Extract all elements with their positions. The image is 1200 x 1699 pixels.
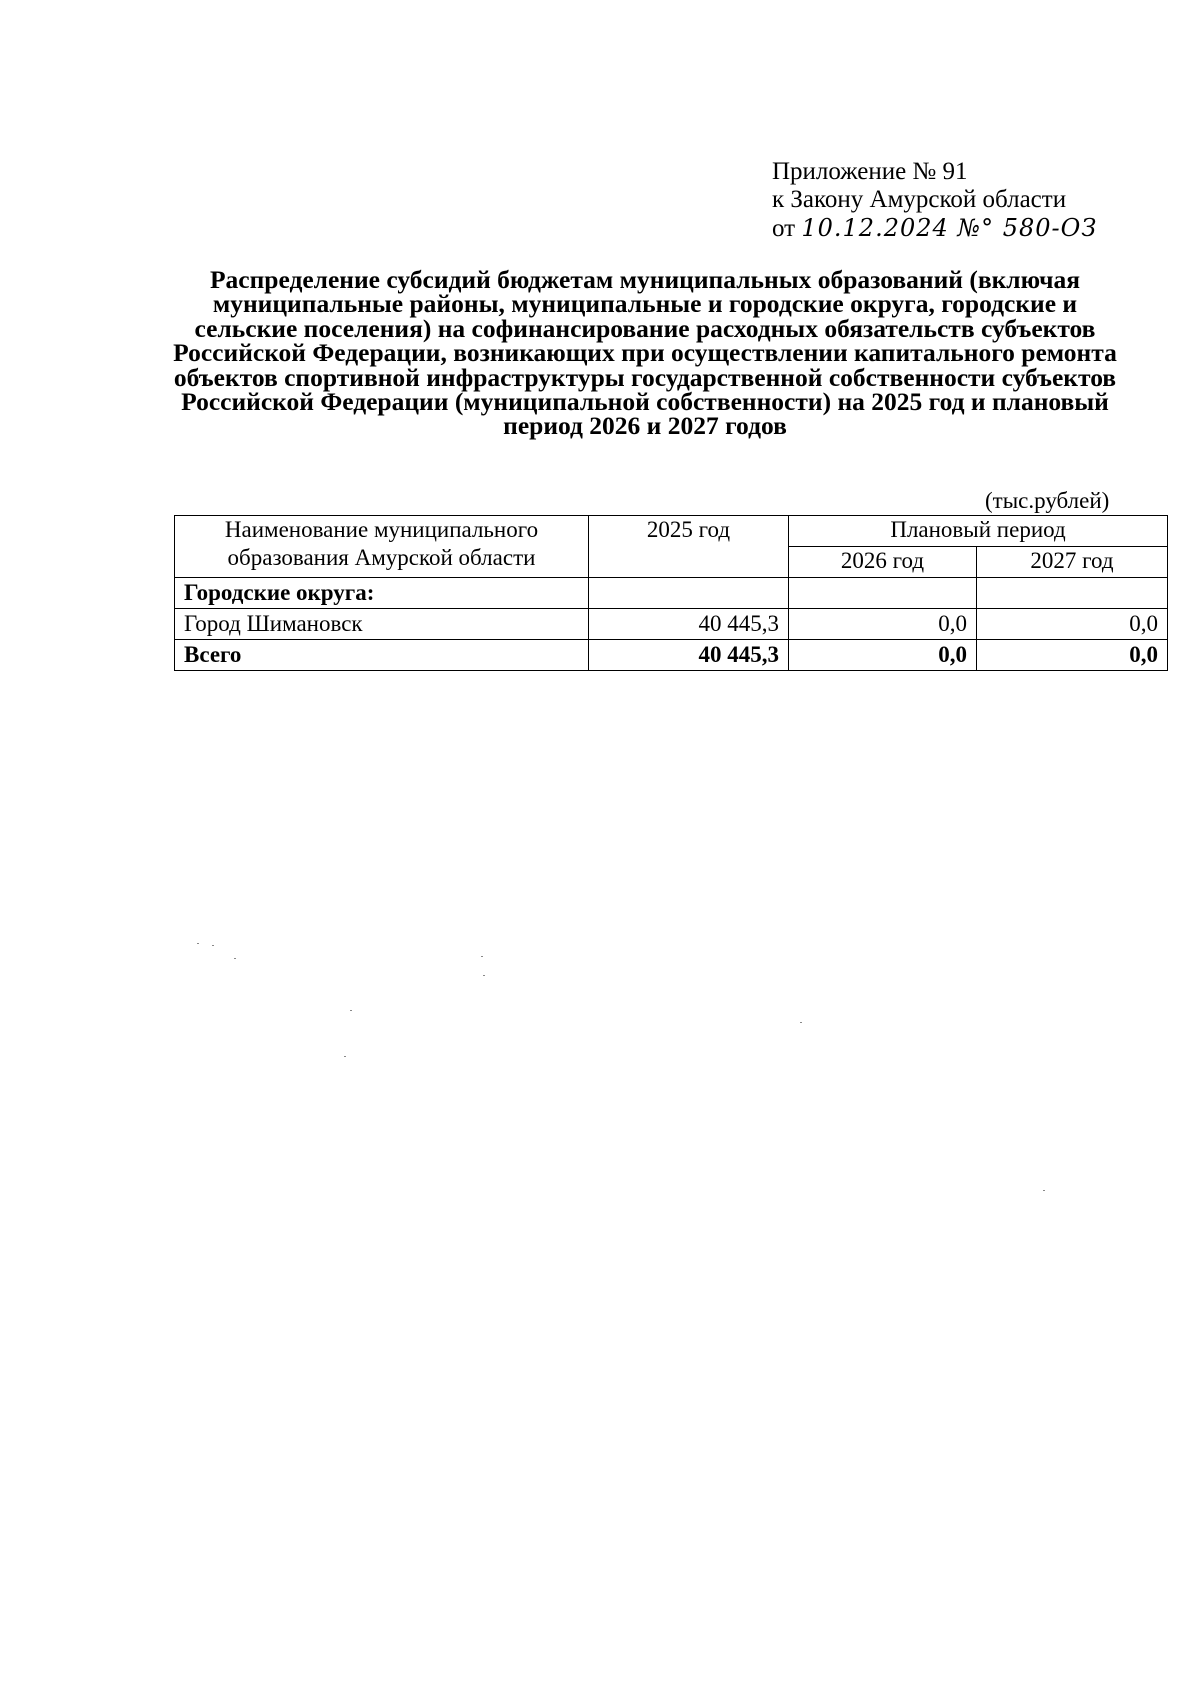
group-label: Городские округа: [175, 578, 589, 609]
table-header-row-1 [175, 516, 1168, 547]
appendix-header [772, 158, 1097, 243]
appendix-date-line [772, 214, 1097, 243]
header-municipality-line2: образования Амурской области [227, 545, 536, 570]
handwritten-date-number: 10.12.2024 №° 580-ОЗ [801, 214, 1098, 242]
total-label: Всего [175, 640, 589, 671]
scan-speck [483, 975, 485, 976]
header-planned-period: Плановый период [789, 516, 1168, 547]
total-value-2026: 0,0 [789, 640, 977, 671]
document-title: Распределение субсидий бюджетам муниципальных образований (включая муниципальные районы, муниципальные и городские округа, городские и сельские поселения) на софинансирование расходных обязательств субъектов Российской Федерации, возникающих при осуществлении капитального ремонта объектов спортивной инфраструктуры государственной собственности субъектов Российской Федерации (муниципальной собственности) на 2025 год и плановый период 2026 и 2027 годов [173, 265, 1117, 441]
header-year-2025: 2025 год [589, 516, 789, 578]
header-year-2027: 2027 год [977, 547, 1168, 578]
row-value-2025: 40 445,3 [589, 609, 789, 640]
group-row-urban-districts [175, 578, 1168, 609]
row-value-2026: 0,0 [789, 609, 977, 640]
subsidy-table [174, 515, 1168, 671]
scan-speck [800, 1022, 802, 1023]
scan-speck [212, 945, 214, 946]
scan-speck [1043, 1190, 1045, 1191]
scan-speck [350, 1010, 352, 1011]
total-value-2025: 40 445,3 [589, 640, 789, 671]
scan-speck [344, 1056, 346, 1057]
table-row [175, 609, 1168, 640]
row-municipality-name: Город Шимановск [175, 609, 589, 640]
header-municipality [175, 516, 589, 578]
total-row [175, 640, 1168, 671]
scan-speck [234, 958, 236, 959]
appendix-law-reference: к Закону Амурской области [772, 186, 1067, 213]
group-empty-2025 [589, 578, 789, 609]
units-label: (тыс.рублей) [985, 488, 1110, 513]
scan-speck [481, 956, 483, 957]
scan-speck [197, 943, 199, 944]
appendix-number: Приложение № 91 [772, 158, 968, 185]
group-empty-2027 [977, 578, 1168, 609]
total-value-2027: 0,0 [977, 640, 1168, 671]
header-year-2026: 2026 год [789, 547, 977, 578]
group-empty-2026 [789, 578, 977, 609]
header-municipality-line1: Наименование муниципального [224, 517, 539, 542]
appendix-date-prefix: от [772, 215, 796, 242]
row-value-2027: 0,0 [977, 609, 1168, 640]
